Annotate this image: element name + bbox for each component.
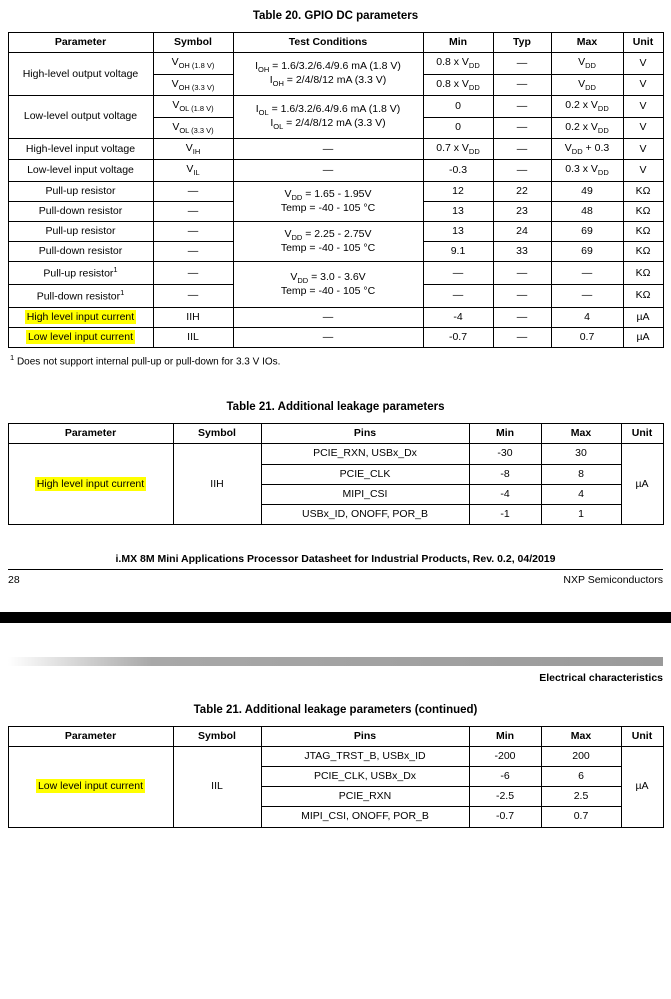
cell-min: -2.5 [469, 787, 541, 807]
table21a-col-symbol: Symbol [173, 424, 261, 444]
footer-row [8, 570, 663, 586]
cell-typ: — [493, 327, 551, 347]
cell-max: — [551, 262, 623, 285]
cell-symbol: IIH [153, 307, 233, 327]
table-row [8, 96, 663, 117]
cell-max: 4 [551, 307, 623, 327]
cell-min: 0.7 x $V_{DD}$ [423, 139, 493, 160]
cell-min: 9.1 [423, 242, 493, 262]
table-row [8, 262, 663, 285]
cell-parameter: Pull-down resistor$^1$ [8, 285, 153, 308]
table-row [8, 327, 663, 347]
cell-test-conditions: — [233, 160, 423, 181]
cell-max: 200 [541, 747, 621, 767]
cell-test-conditions: $V_{DD} = 2.25 - 2.75V$ Temp = -40 - 105 °C [233, 222, 423, 262]
cell-unit: µA [623, 307, 663, 327]
table21a-header-row [8, 424, 663, 444]
cell-parameter: Pull-down resistor [8, 202, 153, 222]
cell-max: $V_{DD}$ [551, 53, 623, 74]
cell-unit: µA [623, 327, 663, 347]
table-row [8, 222, 663, 242]
table20-header-row [8, 33, 663, 53]
cell-pins: PCIE_RXN, USBx_Dx [261, 444, 469, 464]
table20-body [8, 53, 663, 348]
top-spacer [0, 0, 671, 10]
cell-max: 8 [541, 464, 621, 484]
highlight-marker: Low level input current [37, 780, 144, 793]
cell-unit: V [623, 117, 663, 138]
cell-unit: V [623, 53, 663, 74]
cell-max: 48 [551, 202, 623, 222]
cell-symbol: IIL [153, 327, 233, 347]
cell-parameter: Pull-up resistor [8, 222, 153, 242]
table20-footnote-marker: 1 [10, 352, 15, 362]
cell-symbol: $V_{IL}$ [153, 160, 233, 181]
cell-min: -30 [469, 444, 541, 464]
cell-typ: 22 [493, 181, 551, 201]
cell-min: 13 [423, 202, 493, 222]
cell-pins: JTAG_TRST_B, USBx_ID [261, 747, 469, 767]
table21a-col-unit: Unit [621, 424, 663, 444]
cell-max: 0.7 [551, 327, 623, 347]
table-row [8, 139, 663, 160]
cell-typ: — [493, 139, 551, 160]
cell-min: -200 [469, 747, 541, 767]
cell-typ: — [493, 307, 551, 327]
table20-col-symbol: Symbol [153, 33, 233, 53]
cell-test-conditions: $V_{DD} = 1.65 - 1.95V$ Temp = -40 - 105 °C [233, 181, 423, 221]
cell-pins: PCIE_CLK [261, 464, 469, 484]
cell-max: 0.3 x $V_{DD}$ [551, 160, 623, 181]
cell-parameter: High-level input voltage [8, 139, 153, 160]
page-break-band [0, 612, 671, 623]
table21a-col-min: Min [469, 424, 541, 444]
title-gap-2 [0, 413, 671, 423]
cell-symbol: — [153, 181, 233, 201]
cell-min: -0.7 [423, 327, 493, 347]
header-gradient-bar [8, 657, 663, 666]
cell-unit: KΩ [623, 262, 663, 285]
cell-typ: — [493, 96, 551, 117]
cell-typ: — [493, 285, 551, 308]
cell-pins: MIPI_CSI, ONOFF, POR_B [261, 807, 469, 827]
table20-col-unit: Unit [623, 33, 663, 53]
highlight-marker: Low level input current [27, 330, 134, 343]
table20-footnote [10, 353, 671, 367]
table21a-col-max: Max [541, 424, 621, 444]
table20-title: Table 20. GPIO DC parameters [252, 10, 419, 22]
cell-max: 0.2 x $V_{DD}$ [551, 117, 623, 138]
table21b-col-pins: Pins [261, 726, 469, 746]
cell-symbol: — [153, 202, 233, 222]
title-gap-3 [0, 716, 671, 726]
cell-test-conditions: $I_{OH} = 1.6/3.2/6.4/9.6$ mA (1.8 V) $I_{OH} = 2/4/8/12$ mA (3.3 V) [233, 53, 423, 96]
table21b-header-row [8, 726, 663, 746]
table20-col-parameter: Parameter [8, 33, 153, 53]
cell-min: 0.8 x $V_{DD}$ [423, 53, 493, 74]
cell-max: 2.5 [541, 787, 621, 807]
cell-test-conditions: — [233, 307, 423, 327]
table21a-body [8, 444, 663, 525]
cell-unit: KΩ [623, 202, 663, 222]
cell-parameter [8, 307, 153, 327]
running-head: Electrical characteristics [539, 671, 663, 684]
cell-unit: µA [621, 444, 663, 525]
cell-typ: — [493, 160, 551, 181]
cell-symbol: — [153, 262, 233, 285]
cell-typ: 33 [493, 242, 551, 262]
cell-max: 0.2 x $V_{DD}$ [551, 96, 623, 117]
cell-unit: V [623, 96, 663, 117]
cell-parameter: Pull-up resistor$^1$ [8, 262, 153, 285]
cell-typ: — [493, 262, 551, 285]
cell-min: 0 [423, 96, 493, 117]
cell-max: 0.7 [541, 807, 621, 827]
cell-min: 12 [423, 181, 493, 201]
cell-min: — [423, 262, 493, 285]
cell-min: -4 [423, 307, 493, 327]
cell-parameter: Pull-up resistor [8, 181, 153, 201]
cell-typ: — [493, 74, 551, 95]
footer-company: NXP Semiconductors [563, 573, 663, 586]
highlight-marker: High level input current [36, 477, 145, 490]
cell-symbol: — [153, 222, 233, 242]
cell-symbol: IIL [173, 747, 261, 828]
section-gap-2 [0, 684, 671, 704]
footer-page-number: 28 [8, 573, 20, 586]
cell-parameter [8, 747, 173, 828]
table21a-col-pins: Pins [261, 424, 469, 444]
cell-symbol: $V_{OL (3.3 V)}$ [153, 117, 233, 138]
table-row [8, 181, 663, 201]
cell-max: 69 [551, 242, 623, 262]
table20-footnote-text: Does not support internal pull-up or pull-down for 3.3 V IOs. [16, 356, 281, 368]
cell-min: — [423, 285, 493, 308]
cell-parameter [8, 444, 173, 525]
cell-unit: KΩ [623, 222, 663, 242]
cell-parameter: Pull-down resistor [8, 242, 153, 262]
cell-pins: PCIE_CLK, USBx_Dx [261, 767, 469, 787]
cell-max: 30 [541, 444, 621, 464]
highlight-marker: High level input current [26, 310, 135, 323]
cell-unit: V [623, 139, 663, 160]
table21b-col-parameter: Parameter [8, 726, 173, 746]
cell-parameter: Low-level output voltage [8, 96, 153, 139]
cell-min: -8 [469, 464, 541, 484]
cell-min: -0.3 [423, 160, 493, 181]
cell-pins: PCIE_RXN [261, 787, 469, 807]
table20-col-typ: Typ [493, 33, 551, 53]
cell-min: 13 [423, 222, 493, 242]
footer-doc-title: i.MX 8M Mini Applications Processor Datasheet for Industrial Products, Rev. 0.2, 04/2019 [115, 552, 556, 565]
table-row [8, 53, 663, 74]
cell-test-conditions: — [233, 139, 423, 160]
cell-min: -6 [469, 767, 541, 787]
cell-pins: MIPI_CSI [261, 484, 469, 504]
cell-parameter: Low-level input voltage [8, 160, 153, 181]
page-footer [8, 553, 663, 586]
cell-symbol: $V_{OL (1.8 V)}$ [153, 96, 233, 117]
cell-min: -4 [469, 484, 541, 504]
cell-parameter [8, 327, 153, 347]
table-additional-leakage-parameters [8, 423, 664, 525]
table21b-col-max: Max [541, 726, 621, 746]
cell-typ: 23 [493, 202, 551, 222]
cell-test-conditions: $I_{OL} = 1.6/3.2/6.4/9.6$ mA (1.8 V) $I_{OL} = 2/4/8/12$ mA (3.3 V) [233, 96, 423, 139]
cell-max: $V_{DD} + 0.3$ [551, 139, 623, 160]
table-row [8, 444, 663, 464]
cell-symbol: IIH [173, 444, 261, 525]
cell-unit: V [623, 74, 663, 95]
cell-unit: V [623, 160, 663, 181]
table-row [8, 307, 663, 327]
table-additional-leakage-parameters-continued [8, 726, 664, 828]
cell-test-conditions: $V_{DD} = 3.0 - 3.6V$ Temp = -40 - 105 °C [233, 262, 423, 307]
cell-symbol: $V_{OH (1.8 V)}$ [153, 53, 233, 74]
cell-pins: USBx_ID, ONOFF, POR_B [261, 504, 469, 524]
cell-test-conditions: — [233, 327, 423, 347]
table-gpio-dc-parameters [8, 32, 664, 348]
table21a-title: Table 21. Additional leakage parameters [226, 401, 445, 414]
cell-max: 1 [541, 504, 621, 524]
table20-col-max: Max [551, 33, 623, 53]
table-row [8, 747, 663, 767]
title-gap-1 [0, 22, 671, 32]
cell-max: 4 [541, 484, 621, 504]
cell-min: 0 [423, 117, 493, 138]
table21b-title: Table 21. Additional leakage parameters (continued) [193, 703, 478, 716]
cell-unit: µA [621, 747, 663, 828]
cell-typ: — [493, 53, 551, 74]
table21b-col-symbol: Symbol [173, 726, 261, 746]
cell-symbol: $V_{IH}$ [153, 139, 233, 160]
cell-unit: KΩ [623, 242, 663, 262]
cell-unit: KΩ [623, 181, 663, 201]
cell-min: 0.8 x $V_{DD}$ [423, 74, 493, 95]
cell-min: -0.7 [469, 807, 541, 827]
table21b-col-min: Min [469, 726, 541, 746]
cell-typ: 24 [493, 222, 551, 242]
table20-col-test-conditions: Test Conditions [233, 33, 423, 53]
table20-col-min: Min [423, 33, 493, 53]
cell-symbol: — [153, 242, 233, 262]
table-row [8, 160, 663, 181]
table21a-col-parameter: Parameter [8, 424, 173, 444]
cell-typ: — [493, 117, 551, 138]
cell-unit: KΩ [623, 285, 663, 308]
cell-max: 49 [551, 181, 623, 201]
cell-symbol: $V_{OH (3.3 V)}$ [153, 74, 233, 95]
table21b-body [8, 747, 663, 828]
cell-max: $V_{DD}$ [551, 74, 623, 95]
cell-max: 6 [541, 767, 621, 787]
cell-max: 69 [551, 222, 623, 242]
table21b-col-unit: Unit [621, 726, 663, 746]
cell-symbol: — [153, 285, 233, 308]
cell-parameter: High-level output voltage [8, 53, 153, 96]
cell-min: -1 [469, 504, 541, 524]
cell-max: — [551, 285, 623, 308]
section-gap-1 [0, 367, 671, 401]
